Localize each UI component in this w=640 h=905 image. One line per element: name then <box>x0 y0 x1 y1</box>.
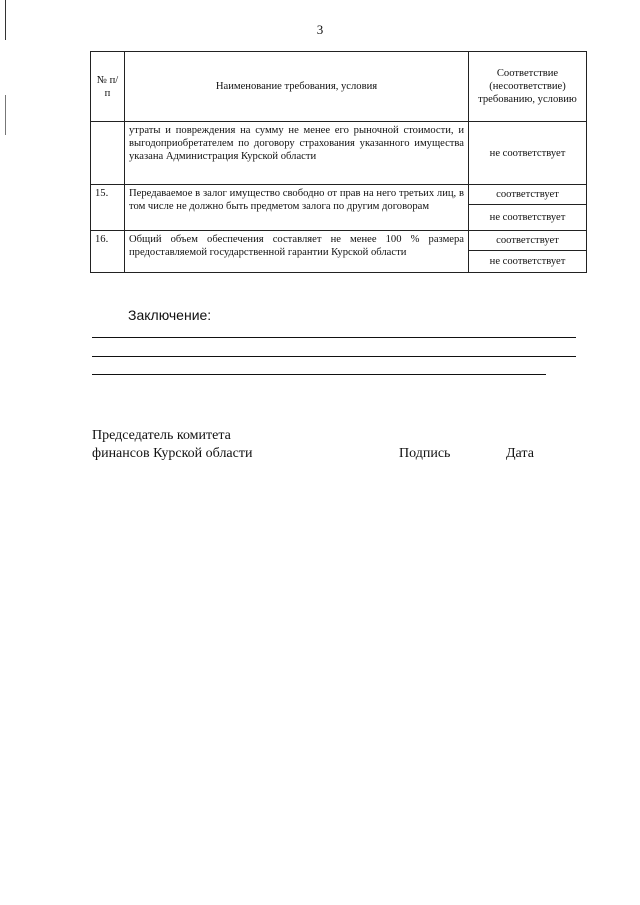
row-requirement-text: Передаваемое в залог имущество свободно от прав на него третьих лиц, в том числе не должно быть предметом залога по другим договорам <box>125 185 469 231</box>
row-requirement-text: утраты и повреждения на сумму не менее его рыночной стоимости, и выгодоприобретателем по договору страхования указанного имущества указана Администрация Курской области <box>125 122 469 185</box>
table-row <box>91 231 587 251</box>
date-label: Дата <box>506 446 534 461</box>
row-status-mismatch: не соответствует <box>469 251 587 273</box>
conclusion-line-2 <box>92 356 576 357</box>
table-header-row <box>91 52 587 122</box>
row-status-match: соответствует <box>469 185 587 205</box>
row-status: не соответствует <box>469 122 587 185</box>
table-row <box>91 122 587 185</box>
scan-margin-mark-lower <box>5 95 6 135</box>
requirements-table <box>90 51 587 273</box>
signature-label: Подпись <box>399 446 451 461</box>
row-num: 15. <box>91 185 125 231</box>
row-status-mismatch: не соответствует <box>469 205 587 231</box>
conclusion-line-1 <box>92 337 576 338</box>
row-num <box>91 122 125 185</box>
conclusion-line-3 <box>92 374 546 375</box>
page-number: 3 <box>316 22 324 37</box>
header-num: № п/п <box>91 52 125 122</box>
table-row <box>91 185 587 205</box>
header-name: Наименование требования, условия <box>125 52 469 122</box>
signer-title-line-1: Председатель комитета <box>92 428 231 443</box>
signer-title-line-2: финансов Курской области <box>92 446 253 461</box>
header-status: Соответствие (несоответствие) требованию, условию <box>469 52 587 122</box>
row-requirement-text: Общий объем обеспечения составляет не менее 100 % размера предоставляемой государственной гарантии Курской области <box>125 231 469 273</box>
conclusion-label: Заключение: <box>128 307 212 323</box>
row-status-match: соответствует <box>469 231 587 251</box>
row-num: 16. <box>91 231 125 273</box>
